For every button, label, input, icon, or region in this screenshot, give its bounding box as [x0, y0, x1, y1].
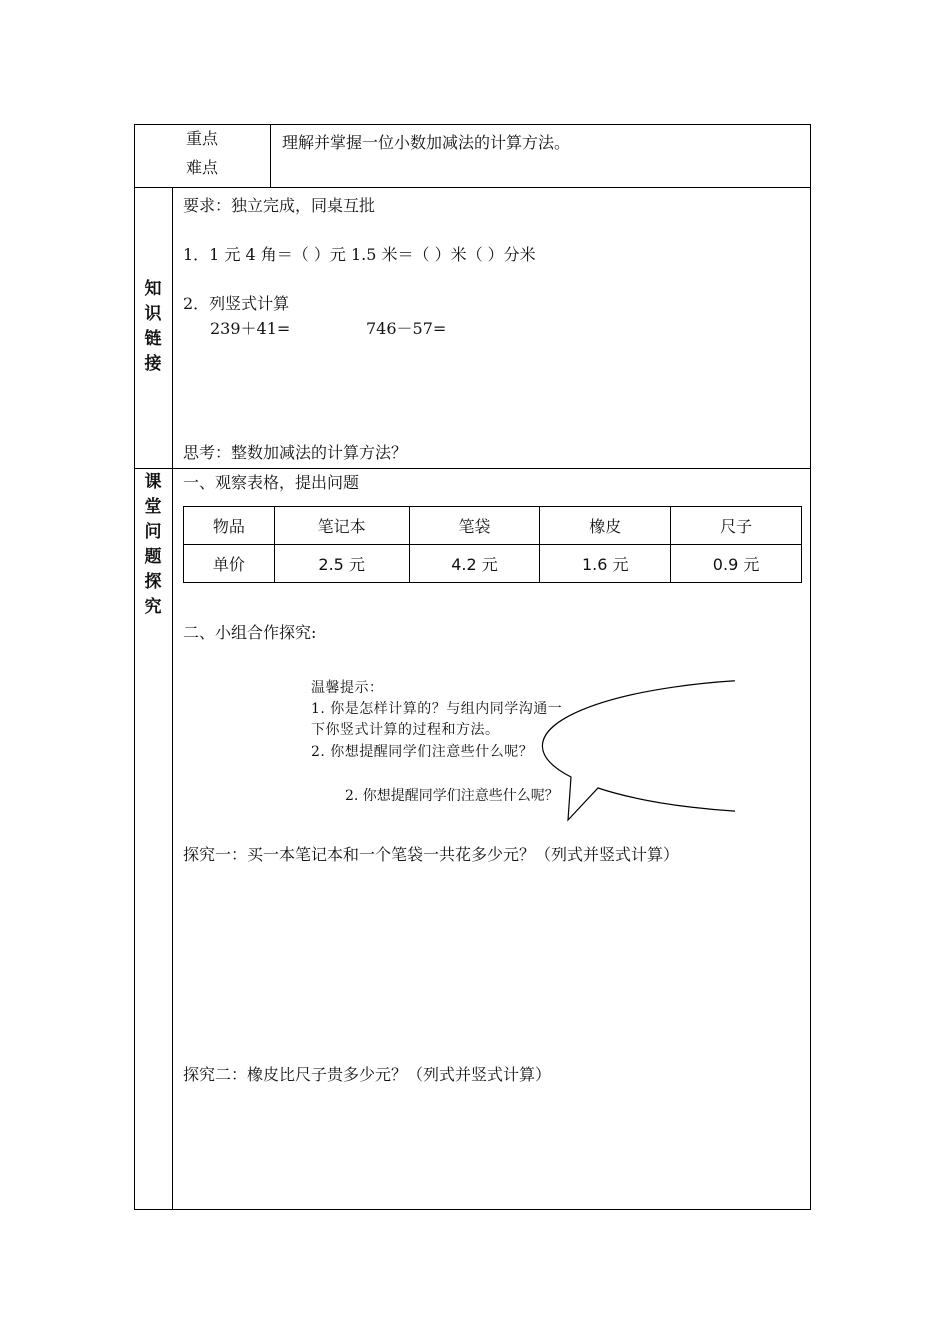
key-points-label-line1: 重点: [186, 129, 219, 148]
key-points-content: 理解并掌握一位小数加减法的计算方法。: [282, 133, 571, 152]
knowledge-side-char: 接: [144, 354, 162, 374]
price-value: 4.2: [451, 555, 477, 574]
question-1: 1．1 元 4 角＝（ ）元 1.5 米＝（ ）米（ ）分米: [183, 245, 536, 264]
header-divider: [270, 124, 271, 187]
bubble-line-2: 下你竖式计算的过程和方法。: [311, 722, 500, 738]
price-value: 0.9: [712, 555, 739, 574]
inquiry-side-char: 究: [144, 597, 162, 617]
question-2-title: 2．列竖式计算: [183, 294, 290, 313]
price-unit: 元: [481, 555, 498, 574]
key-points-label-line2: 难点: [186, 158, 219, 177]
table-row: [184, 545, 802, 583]
inquiry-side-char: 课: [144, 472, 162, 492]
inquiry-side-char: 堂: [144, 497, 162, 517]
inquiry-side-char: 探: [144, 572, 162, 592]
side-column-divider: [172, 187, 173, 1209]
section-2-title: 二、小组合作探究:: [183, 623, 317, 642]
bubble-line-3: 2. 你想提醒同学们注意些什么呢？: [311, 744, 534, 760]
bubble-title: 温馨提示：: [311, 680, 384, 696]
frame-top-border: [134, 124, 811, 125]
knowledge-side-char: 识: [144, 304, 162, 324]
table-header-cell: 橡皮: [540, 507, 671, 545]
table-header-row: [184, 507, 802, 545]
task-1-text: 探究一：买一本笔记本和一个笔袋一共花多少元？（列式并竖式计算）: [183, 845, 680, 864]
price-cell: [274, 545, 409, 583]
think-prompt: 思考：整数加减法的计算方法？: [183, 443, 408, 462]
section-1-title: 一、观察表格，提出问题: [183, 473, 360, 492]
bubble-overflow-text: 2. 你想提醒同学们注意些什么呢？: [345, 788, 559, 804]
table-header-cell: 尺子: [671, 507, 802, 545]
table-header-cell: 笔袋: [409, 507, 540, 545]
bubble-line-1: 1. 你是怎样计算的？与组内同学沟通一: [311, 701, 563, 717]
knowledge-side-char: 链: [144, 329, 162, 349]
question-2-expression-1: 239＋41=: [210, 319, 291, 338]
price-value: 2.5: [318, 555, 344, 574]
question-2-expression-2: 746－57=: [366, 319, 447, 338]
price-table: [183, 506, 802, 583]
price-unit: 元: [348, 555, 365, 574]
knowledge-bottom-border: [134, 468, 811, 469]
requirement-text: 要求：独立完成，同桌互批: [183, 196, 376, 215]
price-value: 1.6: [581, 555, 608, 574]
inquiry-side-char: 题: [144, 547, 162, 567]
price-cell: [409, 545, 540, 583]
knowledge-side-char: 知: [144, 279, 162, 299]
table-header-cell: 笔记本: [274, 507, 409, 545]
price-unit: 元: [743, 555, 760, 574]
row-label-cell: 单价: [184, 545, 275, 583]
price-cell: [671, 545, 802, 583]
task-2-text: 探究二：橡皮比尺子贵多少元？（列式并竖式计算）: [183, 1065, 552, 1084]
inquiry-side-char: 问: [144, 522, 162, 542]
frame-bottom-border: [134, 1209, 811, 1210]
frame-right-border: [810, 124, 811, 1210]
price-cell: [540, 545, 671, 583]
header-bottom-border: [134, 187, 811, 188]
price-unit: 元: [612, 555, 629, 574]
frame-left-border: [134, 124, 135, 1210]
table-header-cell: 物品: [184, 507, 275, 545]
